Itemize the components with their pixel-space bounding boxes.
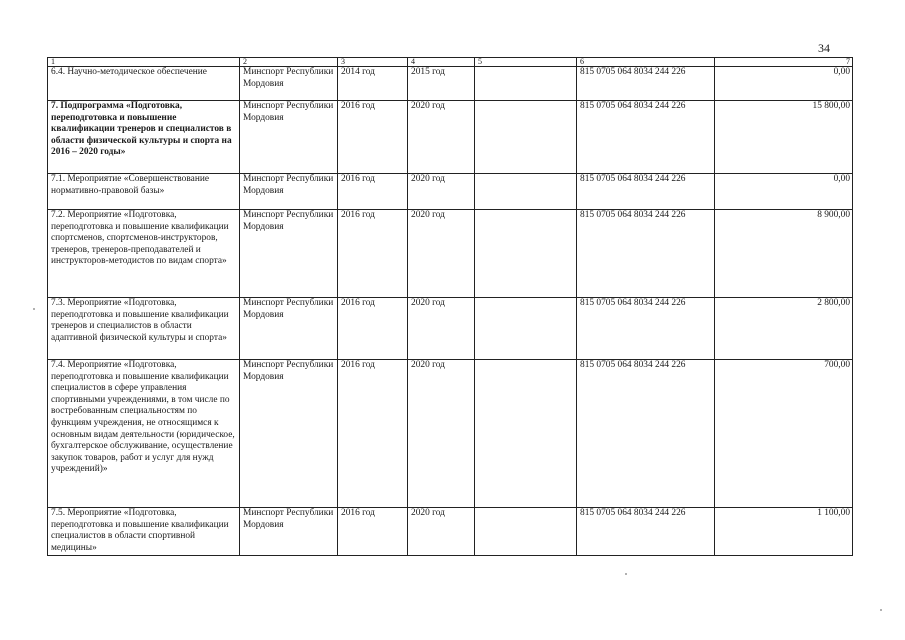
empty-cell: [475, 67, 577, 101]
budget-code-cell: 815 0705 064 8034 244 226: [577, 298, 715, 360]
start-year-cell: 2016 год: [338, 508, 408, 556]
end-year-cell: 2020 год: [408, 508, 475, 556]
activity-name-cell: 7. Подпрограмма «Подготовка, переподготовка и повышение квалификации тренеров и специалистов в области физической культуры и спорта на 2016 – 2020 годы»: [48, 101, 240, 174]
amount-cell: 0,00: [715, 174, 853, 210]
page-number: 34: [818, 41, 830, 55]
executor-cell: Минспорт Республики Мордовия: [240, 508, 338, 556]
table-row: [48, 174, 853, 210]
budget-code-cell: 815 0705 064 8034 244 226: [577, 174, 715, 210]
budget-code-cell: 815 0705 064 8034 244 226: [577, 210, 715, 298]
amount-cell: 700,00: [715, 360, 853, 508]
table-row: [48, 67, 853, 101]
executor-cell: Минспорт Республики Мордовия: [240, 360, 338, 508]
header-cell-4: 4: [408, 58, 475, 67]
end-year-cell: 2020 год: [408, 210, 475, 298]
activity-name-cell: 7.1. Мероприятие «Совершенствование нормативно-правовой базы»: [48, 174, 240, 210]
start-year-cell: 2016 год: [338, 298, 408, 360]
table-row: [48, 360, 853, 508]
executor-cell: Минспорт Республики Мордовия: [240, 67, 338, 101]
empty-cell: [475, 101, 577, 174]
start-year-cell: 2016 год: [338, 210, 408, 298]
end-year-cell: 2020 год: [408, 360, 475, 508]
table-row: [48, 508, 853, 556]
header-cell-5: 5: [475, 58, 577, 67]
table-row: [48, 210, 853, 298]
budget-code-cell: 815 0705 064 8034 244 226: [577, 101, 715, 174]
empty-cell: [475, 174, 577, 210]
executor-cell: Минспорт Республики Мордовия: [240, 174, 338, 210]
activity-name-cell: 7.3. Мероприятие «Подготовка, переподготовка и повышение квалификации тренеров и специалистов в области адаптивной физической культуры и спорта»: [48, 298, 240, 360]
empty-cell: [475, 210, 577, 298]
scan-speck: [625, 573, 627, 575]
header-cell-3: 3: [338, 58, 408, 67]
amount-cell: 2 800,00: [715, 298, 853, 360]
scan-speck: [33, 308, 35, 310]
activity-name-cell: 7.2. Мероприятие «Подготовка, переподготовка и повышение квалификации спортсменов, спортсменов-инструкторов, тренеров, тренеров-преподавателей и инструкторов-методистов по видам спорта»: [48, 210, 240, 298]
scan-speck: [880, 609, 882, 611]
empty-cell: [475, 298, 577, 360]
empty-cell: [475, 508, 577, 556]
activity-name-cell: 6.4. Научно-методическое обеспечение: [48, 67, 240, 101]
header-row: [48, 58, 853, 67]
table-row: [48, 298, 853, 360]
header-cell-7: 7: [715, 58, 853, 67]
start-year-cell: 2016 год: [338, 101, 408, 174]
amount-cell: 1 100,00: [715, 508, 853, 556]
header-cell-1: 1: [48, 58, 240, 67]
start-year-cell: 2014 год: [338, 67, 408, 101]
header-cell-2: 2: [240, 58, 338, 67]
activity-name-cell: 7.4. Мероприятие «Подготовка, переподготовка и повышение квалификации специалистов в сфере управления спортивными учреждениями, в том числе по востребованным специальностям по функциям учреждения, не относящимся к основным видам деятельности (юридическое, бухгалтерское обслуживание, осуществление закупок товаров, работ и услуг для нужд учреждений)»: [48, 360, 240, 508]
budget-code-cell: 815 0705 064 8034 244 226: [577, 67, 715, 101]
executor-cell: Минспорт Республики Мордовия: [240, 210, 338, 298]
empty-cell: [475, 360, 577, 508]
end-year-cell: 2020 год: [408, 174, 475, 210]
table-row: [48, 101, 853, 174]
executor-cell: Минспорт Республики Мордовия: [240, 298, 338, 360]
executor-cell: Минспорт Республики Мордовия: [240, 101, 338, 174]
amount-cell: 8 900,00: [715, 210, 853, 298]
header-cell-6: 6: [577, 58, 715, 67]
start-year-cell: 2016 год: [338, 360, 408, 508]
start-year-cell: 2016 год: [338, 174, 408, 210]
budget-code-cell: 815 0705 064 8034 244 226: [577, 360, 715, 508]
end-year-cell: 2020 год: [408, 298, 475, 360]
amount-cell: 0,00: [715, 67, 853, 101]
end-year-cell: 2015 год: [408, 67, 475, 101]
end-year-cell: 2020 год: [408, 101, 475, 174]
budget-table: [47, 57, 853, 556]
activity-name-cell: 7.5. Мероприятие «Подготовка, переподготовка и повышение квалификации специалистов в области спортивной медицины»: [48, 508, 240, 556]
budget-code-cell: 815 0705 064 8034 244 226: [577, 508, 715, 556]
amount-cell: 15 800,00: [715, 101, 853, 174]
